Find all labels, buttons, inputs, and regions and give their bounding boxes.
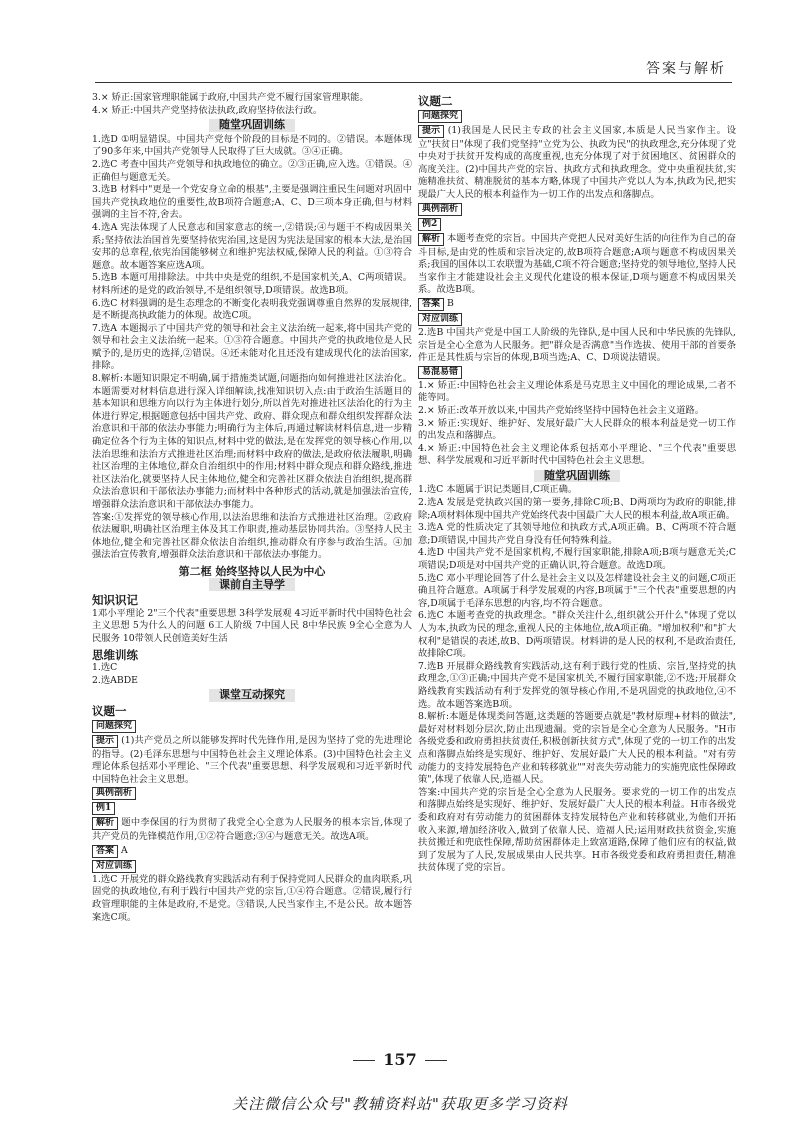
daan-text: B xyxy=(446,297,454,309)
answer-line: 4.× 矫正:中国共产党坚持依法执政,政府坚持依法行政。 xyxy=(92,104,323,116)
jiexi-label: 解析 xyxy=(92,817,118,830)
lesson-title: 第二框 始终坚持以人民为中心 xyxy=(178,564,326,578)
tishi-label: 提示 xyxy=(418,125,444,138)
tag-train: 对应训练 xyxy=(92,860,136,873)
example-label: 例2 xyxy=(418,218,441,231)
tishi-text: (1)我国是人民民主专政的社会主义国家,本质是人民当家作主。设立"扶贫日"体现了我们党坚持"立党为公、执政为民"的执政理念,充分体现了党中央对于扶贫开发构成的高度重视,也充分体现了对于贫困地区、贫困群众的高度关注。(2)中国共产党的宗旨、执政方式和执政理念。党中央重视扶贫,实施精准扶贫、精准脱贫的基本方略,体现了中国共产党以人为本,执政为民,把实现最广大人民的根本利益作为一切工作的出发点和落脚点。 xyxy=(418,124,736,200)
footer-note: 关注微信公众号"教辅资料站"获取更多学习资料 xyxy=(232,1095,568,1113)
tishi-text: (1)共产党员之所以能够发挥时代先锋作用,是因为坚持了党的先进理论的指导。(2)毛泽东思想与中国特色社会主义理论体系。(3)中国特色社会主义理论体系包括邓小平理论、"三个代表"重要思想、科学发展观和习近平新时代中国特色社会主义思想。 xyxy=(92,734,413,785)
tag-problem: 问题探究 xyxy=(418,110,462,123)
final-answer: 答案:中国共产党的宗旨是全心全意为人民服务。要求党的一切工作的出发点和落脚点始终是实现好、维护好、发展好最广大人民的根本利益。H市各级党委和政府对有劳动能力的贫困群体支持发展特色产业和转移就业,为他们开拓收入来源,增加经济收入,做到了依靠人民、造福人民;运用财政扶贫资金,实施扶贫搬迁和兜底性保障,帮助贫困群体走上致富道路,保障了他们应有的权益,做到了发展为了人民,发展成果由人民共享。H市各级党委和政府勇担责任,精准扶贫体现了党的宗旨。 xyxy=(418,786,736,874)
tag-example: 典例剖析 xyxy=(92,787,136,800)
answer-line: 1.选C 本题属于识记类题目,C项正确。 xyxy=(418,484,578,496)
left-column xyxy=(92,92,412,924)
tishi-block xyxy=(418,124,736,202)
error-line: 1.× 矫正:中国特色社会主义理论体系是马克思主义中国化的理论成果,二者不能等同。 xyxy=(418,379,736,404)
answer-line: 7.选B 开展群众路线教育实践活动,这有利于践行党的性质、宗旨,坚持党的执政理念,①③正确;中国共产党不是国家机关,不履行国家职能,②不选;开展群众路线教育实践活动有利于发挥党的领导核心作用,不是巩固党的执政地位,④不选。故本题答案选B项。 xyxy=(418,660,736,710)
topic-heading: 议题二 xyxy=(418,94,453,108)
error-line: 3.× 矫正:实现好、维护好、发展好最广大人民群众的根本利益是党一切工作的出发点和落脚点。 xyxy=(418,417,736,442)
answer-line: 8.解析:本题是体现类问答题,这类题的答题要点就是"教材原理+材料的做法",最好对材料划分层次,防止出现遗漏。党的宗旨是全心全意为人民服务。"H市各级党委和政府勇担扶贫责任,积极创新扶贫方式",体现了党的一切工作的出发点和落脚点始终是实现好、维护好、发展好最广大人民的根本利益。"对有劳动能力的支持发展特色产业和转移就业""对丧失劳动能力的实施兜底性保障政策",体现了依靠人民,造福人民。 xyxy=(418,711,736,786)
answer-line: 3.选A 党的性质决定了其领导地位和执政方式,A项正确。B、C两项不符合题意;D项错误,中国共产党自身没有任何特殊利益。 xyxy=(418,522,736,546)
page-header xyxy=(95,52,732,83)
answer-line: 5.选C 邓小平理论回答了什么是社会主义以及怎样建设社会主义的问题,C项正确且符合题意。A项属于科学发展观的内容,B项属于"三个代表"重要思想的内容,D项属于毛泽东思想的内容,均不符合题意。 xyxy=(418,572,736,609)
tag-example: 典例剖析 xyxy=(418,203,462,216)
jiexi-text: 本题考查党的宗旨。中国共产党把人民对美好生活的向往作为自己的奋斗目标,是由党的性质和宗旨决定的,故B项符合题意;A项与题意不构成因果关系;我国的国体以工农联盟为基础,C项不符合题意;坚持党的领导地位,坚持人民当家作主才能建设社会主义现代化建设的根本保证,D项与题意不构成因果关系。故选B项。 xyxy=(418,232,736,296)
topic-heading: 议题一 xyxy=(92,703,127,718)
tag-train: 对应训练 xyxy=(418,313,462,326)
tishi-block xyxy=(92,734,412,787)
example-label: 例1 xyxy=(92,802,115,815)
error-line: 2.× 矫正:改革开放以来,中国共产党始终坚持中国特色社会主义道路。 xyxy=(418,404,705,416)
answer-line: 5.选B 本题可用排除法。中共中央是党的组织,不是国家机关,A、C两项错误。材料所述的是党的政治领导,不是组织领导,D项错误。故选B项。 xyxy=(92,272,412,296)
daan-label: 答案 xyxy=(418,298,444,311)
siwei-line: 2.选ABDE xyxy=(92,674,138,686)
daan-text: A xyxy=(120,844,128,856)
tag-problem: 问题探究 xyxy=(92,720,136,733)
heading-zhishi: 知识识记 xyxy=(92,593,138,608)
header-title: 答案与解析 xyxy=(646,61,726,77)
answer-line: 7.选A 本题揭示了中国共产党的领导和社会主义法治统一起来,将中国共产党的领导和社会主义法治统一起来。①③符合题意。中国共产党的执政地位是人民赋予的,是历史的选择,②错误。④还未能对化且还没有建成现代化的法治国家,排除。 xyxy=(92,322,412,372)
jiexi-block xyxy=(92,816,412,844)
answer-line: 3.选B 材料中"更是一个党安身立命的根基",主要是强调注重民生问题对巩固中国共产党执政地位的重要性,故B项符合题意;A、C、D三项本身正确,但与材料强调的主旨不符,舍去。 xyxy=(92,184,412,221)
section-title: 随堂巩固训练 xyxy=(92,119,412,132)
answer-line: 6.选C 材料强调的是生态理念的不断变化表明我党强调尊重自然界的发展规律,是不断提高执政能力的体现。故选C项。 xyxy=(92,297,412,322)
train-text: 2.选B 中国共产党是中国工人阶级的先锋队,是中国人民和中华民族的先锋队,宗旨是全心全意为人民服务。把"群众是否满意"当作选拔、使用干部的首要条件正是其性质与宗旨的体现,B项当选;A、C、D项说法错误。 xyxy=(418,326,736,364)
section-title: 课堂互动探究 xyxy=(92,689,412,702)
jiexi-label: 解析 xyxy=(418,233,444,246)
jiexi-block xyxy=(418,232,736,297)
tishi-label: 提示 xyxy=(92,735,118,748)
daan-block xyxy=(418,297,736,312)
heading-siwei: 思维训练 xyxy=(92,647,138,662)
section-title: 随堂巩固训练 xyxy=(418,470,736,483)
answer-line: 1.选D ①明显错误。中国共产党每个阶段的目标是不同的。②错误。本题体现了90多年来,中国共产党领导人民取得了巨大成就。③④正确。 xyxy=(92,133,412,158)
answer-line: 答案:①发挥党的领导核心作用,以法治思维和法治方式推进社区治理。②政府依法履职,明确社区治理主体及其工作职责,推动基层协同共治。③坚持人民主体地位,健全和完善社区群众依法自治组织,推动群众有序参与政治生活。④加强法治宣传教育,增强群众法治意识和干部依法办事能力。 xyxy=(92,511,412,561)
answer-line: 4.选D 中国共产党不是国家机构,不履行国家职能,排除A项;B项与题意无关;C项错误;D项是对中国共产党的正确认识,符合题意。故选D项。 xyxy=(418,547,736,572)
siwei-line: 1.选C xyxy=(92,662,118,674)
answer-line: 4.选A 宪法体现了人民意志和国家意志的统一,②错误;④与题干不构成因果关系;坚持依法治国首先要坚持依宪治国,这是因为宪法是国家的根本大法,是治国安邦的总章程,依宪治国能够树立和维护宪法权威,保障人民的利益。①③符合题意。故本题答案应选A项。 xyxy=(92,221,412,271)
daan-block xyxy=(92,844,412,859)
train-text: 1.选C 开展党的群众路线教育实践活动有利于保持党同人民群众的血肉联系,巩固党的执政地位,有利于践行中国共产党的宗旨,①④符合题意。②错误,履行行政管理职能的主体是政府,不是党。③错误,人民当家作主,不是公民。故本题答案选C项。 xyxy=(92,873,412,923)
answer-line: 8.解析:本题知识限定不明确,属于措施类试题,问题指向如何推进社区法治化。本题需要对材料信息进行深入详细解读,找准知识切入点:由于政治生活题目的基本知识和思维方向以行为主体进行划分,所以首先对推进社区法治化的行为主体进行界定,根据题意包括中国共产党、政府、群众现点和群众组织发挥群众法治意识和干部的依法办事能力;明确行为主体后,再通过解读材料信息,进一步精确定位各个行为主体的知识点,材料中党的做法,是在发挥党的领导核心作用,以法治思维和法治方式推进社区治理;而材料中政府的做法,是政府依法履职,明确社区治理的主体地位,群众自治组织中的作用;材料中群众现点和群众路线,推进社区法治化,就要坚持人民主体地位,健全和完善社区群众依法自治组织,提高群众法治意识和干部依法办事能力;而材料中各种形式的活动,就是加强法治宣传,增强群众法治意识和干部依法办事能力。 xyxy=(92,373,412,510)
tag-error: 易混易错 xyxy=(418,366,462,379)
answer-line: 2.选C 考查中国共产党领导和执政地位的确立。②③正确,应入选。①错误。④正确但与题意无关。 xyxy=(92,158,412,183)
answer-line: 3.× 矫正:国家管理职能属于政府,中国共产党不履行国家管理职能。 xyxy=(92,92,369,103)
answer-line: 6.选C 本题考查党的执政理念。"群众关注什么,组织就公开什么"体现了党以人为本,执政为民的理念,重视人民的主体地位,故A项正确。"增加权利"和"扩大权利"是错误的表述,故B、D两项错误。材料讲的是人民的权利,不是政治责任,故排除C项。 xyxy=(418,610,736,660)
page-number: 157 xyxy=(330,1050,470,1069)
zhishi-text: 1邓小平理论 2"三个代表"重要思想 3科学发展观 4习近平新时代中国特色社会主义思想 5为什么人的问题 6工人阶级 7中国人民 8中华民族 9全心全意为人民服务 10带领人民创造美好生活 xyxy=(92,607,412,644)
lesson-subtitle: 课前自主导学 xyxy=(92,579,412,592)
right-column xyxy=(418,92,736,875)
answer-line: 2.选A 发展是党执政兴国的第一要务,排除C项;B、D两项均为政府的职能,排除;A项材料体现中国共产党始终代表中国最广大人民的根本利益,故A项正确。 xyxy=(418,497,736,521)
daan-label: 答案 xyxy=(92,845,118,858)
error-line: 4.× 矫正:中国特色社会主义理论体系包括邓小平理论、"三个代表"重要思想、科学发展观和习近平新时代中国特色社会主义思想。 xyxy=(418,442,736,467)
jiexi-text: 题中李保国的行为贯彻了我党全心全意为人民服务的根本宗旨,体现了共产党员的先锋模范作用,①②符合题意;③④与题意无关。故选A项。 xyxy=(92,817,412,843)
